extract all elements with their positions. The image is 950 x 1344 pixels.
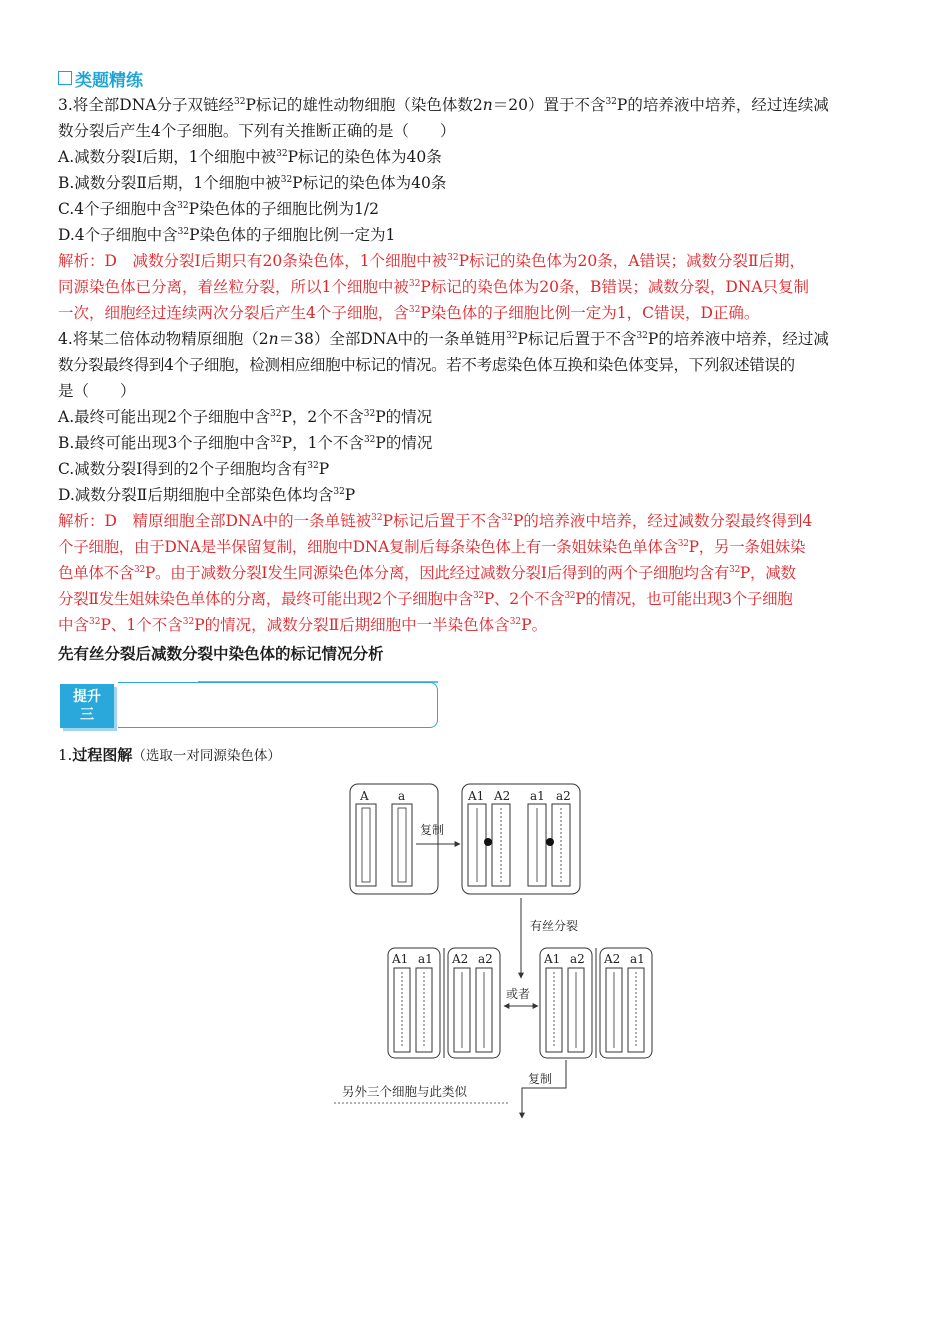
row2-right-cells <box>540 948 652 1058</box>
q3-answer-line-1: 解析：D 减数分裂Ⅰ后期只有20条染色体，1个细胞中被$^{32}$P标记的染色体为20条，A错误；减数分裂Ⅱ后期， <box>58 252 805 270</box>
row2-left-b-label-1: A2 <box>452 952 469 966</box>
row2-right-b-label-1: A2 <box>604 952 621 966</box>
subsection-title-text: 过程图解 <box>72 746 133 764</box>
row2-left-a-label-2: a1 <box>418 952 433 966</box>
cell-2 <box>462 784 580 894</box>
q3-option-d: D.4个子细胞中含$^{32}$P染色体的子细胞比例一定为1 <box>58 226 396 244</box>
q4-option-d: D.减数分裂Ⅱ后期细胞中全部染色体均含$^{32}$P <box>58 486 356 504</box>
section-title-text: 类题精练 <box>75 70 143 91</box>
cell2-label-1: A1 <box>468 789 485 803</box>
q3-stem-line-2: 数分裂后产生4个子细胞。下列有关推断正确的是（ ） <box>58 122 456 140</box>
q4-answer-line-1: 解析：D 精原细胞全部DNA中的一条单链被$^{32}$P标记后置于不含$^{32}$P的培养液中培养，经过减数分裂最终得到4 <box>58 512 813 530</box>
banner-arrow-icon <box>198 681 438 683</box>
question-4 <box>58 326 894 638</box>
process-diagram <box>330 778 660 1123</box>
banner-tag-line-1: 提升 <box>73 689 101 705</box>
subsection-note: （选取一对同源染色体） <box>132 748 281 764</box>
q3-option-b: B.减数分裂Ⅱ后期，1个细胞中被$^{32}$P标记的染色体为40条 <box>58 174 447 192</box>
row2-left-b-label-2: a2 <box>478 952 493 966</box>
q4-option-a: A.最终可能出现2个子细胞中含$^{32}$P，2个不含$^{32}$P的情况 <box>58 408 433 426</box>
label-others: 另外三个细胞与此类似 <box>342 1084 468 1099</box>
row2-right-b-label-2: a1 <box>630 952 645 966</box>
q4-stem-line-2: 数分裂最终得到4个子细胞，检测相应细胞中标记的情况。若不考虑染色体互换和染色体变异，下列叙述错误的 <box>58 356 795 374</box>
cell2-label-4: a2 <box>556 789 571 803</box>
centromere-1 <box>484 838 492 846</box>
q4-option-b: B.最终可能出现3个子细胞中含$^{32}$P，1个不含$^{32}$P的情况 <box>58 434 433 452</box>
row2-right-a-label-1: A1 <box>544 952 561 966</box>
row2-left-a-label-1: A1 <box>392 952 409 966</box>
q3-option-a: A.减数分裂Ⅰ后期，1个细胞中被$^{32}$P标记的染色体为40条 <box>58 148 442 166</box>
q4-stem-line-1: 4.将某二倍体动物精原细胞（2n＝38）全部DNA中的一条单链用$^{32}$P标记后置于不含$^{32}$P的培养液中培养，经过减 <box>58 330 829 348</box>
q4-answer-line-4: 分裂Ⅱ发生姐妹染色单体的分离，最终可能出现2个子细胞中含$^{32}$P、2个不含$^{32}$P的情况，也可能出现3个子细胞 <box>58 590 793 608</box>
banner <box>58 678 894 736</box>
row2-left-cells <box>388 948 500 1058</box>
cell1-label-a: A <box>360 789 369 803</box>
q4-answer-line-2: 个子细胞，由于DNA是半保留复制，细胞中DNA复制后每条染色体上有一条姐妹染色单体含$^{32}$P，另一条姐妹染 <box>58 538 806 556</box>
subsection-number: 1. <box>58 746 73 764</box>
cell2-label-2: A2 <box>494 789 511 803</box>
label-or: 或者 <box>506 987 531 1001</box>
topic-heading: 先有丝分裂后减数分裂中染色体的标记情况分析 <box>58 645 384 663</box>
q4-answer-line-3: 色单体不含$^{32}$P。由于减数分裂Ⅰ发生同源染色体分离，因此经过减数分裂Ⅰ后得到的两个子细胞均含有$^{32}$P，减数 <box>58 564 796 582</box>
question-3 <box>58 92 894 326</box>
label-mitosis: 有丝分裂 <box>530 919 579 933</box>
page <box>58 64 894 769</box>
cell2-label-3: a1 <box>530 789 545 803</box>
q4-answer <box>58 508 894 638</box>
q3-option-c: C.4个子细胞中含$^{32}$P染色体的子细胞比例为1/2 <box>58 200 379 218</box>
q4-option-c: C.减数分裂Ⅰ得到的2个子细胞均含有$^{32}$P <box>58 460 330 478</box>
banner-frame <box>118 682 438 728</box>
label-replicate-1: 复制 <box>420 823 445 837</box>
checkbox-icon <box>58 71 72 85</box>
label-replicate-2: 复制 <box>528 1072 553 1086</box>
banner-tag <box>60 684 114 728</box>
q3-stem-line-1: 3.将全部DNA分子双链经$^{32}$P标记的雄性动物细胞（染色体数2n＝20）置于不含$^{32}$P的培养液中培养，经过连续减 <box>58 96 829 114</box>
banner-tag-line-2: 三 <box>80 707 94 723</box>
cell1-label-b: a <box>398 789 406 803</box>
cell-1 <box>350 784 438 894</box>
q3-answer-line-2: 同源染色体已分离，着丝粒分裂，所以1个细胞中被$^{32}$P标记的染色体为20条，B错误；减数分裂，DNA只复制 <box>58 278 810 296</box>
q4-answer-line-5: 中含$^{32}$P、1个不含$^{32}$P的情况，减数分裂Ⅱ后期细胞中一半染色体含$^{32}$P。 <box>58 616 548 634</box>
section-title <box>58 64 894 92</box>
row2-right-a-label-2: a2 <box>570 952 585 966</box>
centromere-2 <box>546 838 554 846</box>
q3-answer <box>58 248 894 326</box>
q3-answer-line-3: 一次，细胞经过连续两次分裂后产生4个子细胞，含$^{32}$P染色体的子细胞比例一定为1，C错误，D正确。 <box>58 304 760 322</box>
q4-stem-line-3: 是（ ） <box>58 382 136 400</box>
subsection-title <box>58 742 894 769</box>
